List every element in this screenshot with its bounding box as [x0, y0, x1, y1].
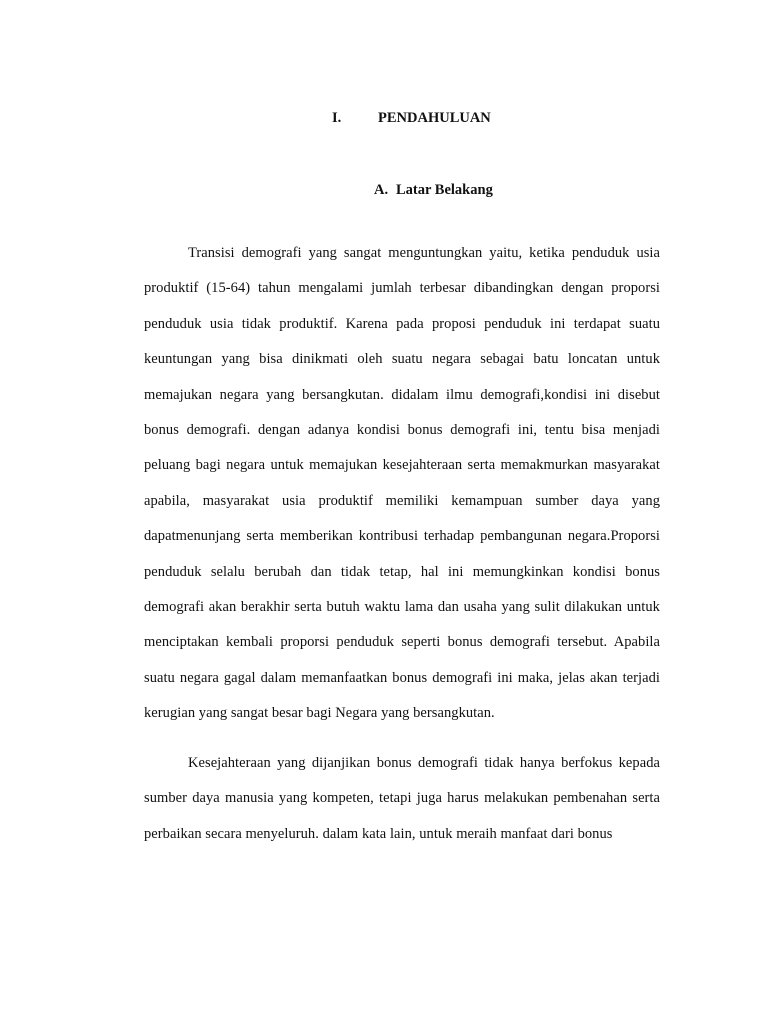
chapter-heading: [0, 110, 768, 130]
chapter-title: PENDAHULUAN: [378, 110, 491, 126]
section-letter: A.: [374, 182, 389, 198]
section-title: Latar Belakang: [396, 182, 493, 198]
chapter-number: I.: [332, 110, 342, 126]
section-heading: [374, 182, 493, 199]
body-paragraph: Transisi demografi yang sangat menguntungkan yaitu, ketika penduduk usia produktif (15-64) tahun mengalami jumlah terbesar dibandingkan dengan proporsi penduduk usia tidak produktif. Karena pada proposi penduduk ini terdapat suatu keuntungan yang bisa dinikmati oleh suatu negara sebagai batu loncatan untuk memajukan negara yang bersangkutan. didalam ilmu demografi,kondisi ini disebut bonus demografi. dengan adanya kondisi bonus demografi ini, tentu bisa menjadi peluang bagi negara untuk memajukan kesejahteraan serta memakmurkan masyarakat apabila, masyarakat usia produktif memiliki kemampuan sumber daya yang dapatmenunjang serta memberikan kontribusi terhadap pembangunan negara.Proporsi penduduk selalu berubah dan tidak tetap, hal ini memungkinkan kondisi bonus demografi akan berakhir serta butuh waktu lama dan usaha yang sulit dilakukan untuk menciptakan kembali proporsi penduduk seperti bonus demografi tersebut. Apabila suatu negara gagal dalam memanfaatkan bonus demografi ini maka, jelas akan terjadi kerugian yang sangat besar bagi Negara yang bersangkutan.: [144, 245, 660, 722]
body-paragraph: Kesejahteraan yang dijanjikan bonus demografi tidak hanya berfokus kepada sumber daya manusia yang kompeten, tetapi juga harus melakukan pembenahan serta perbaikan secara menyeluruh. dalam kata lain, untuk meraih manfaat dari bonus: [144, 755, 660, 842]
